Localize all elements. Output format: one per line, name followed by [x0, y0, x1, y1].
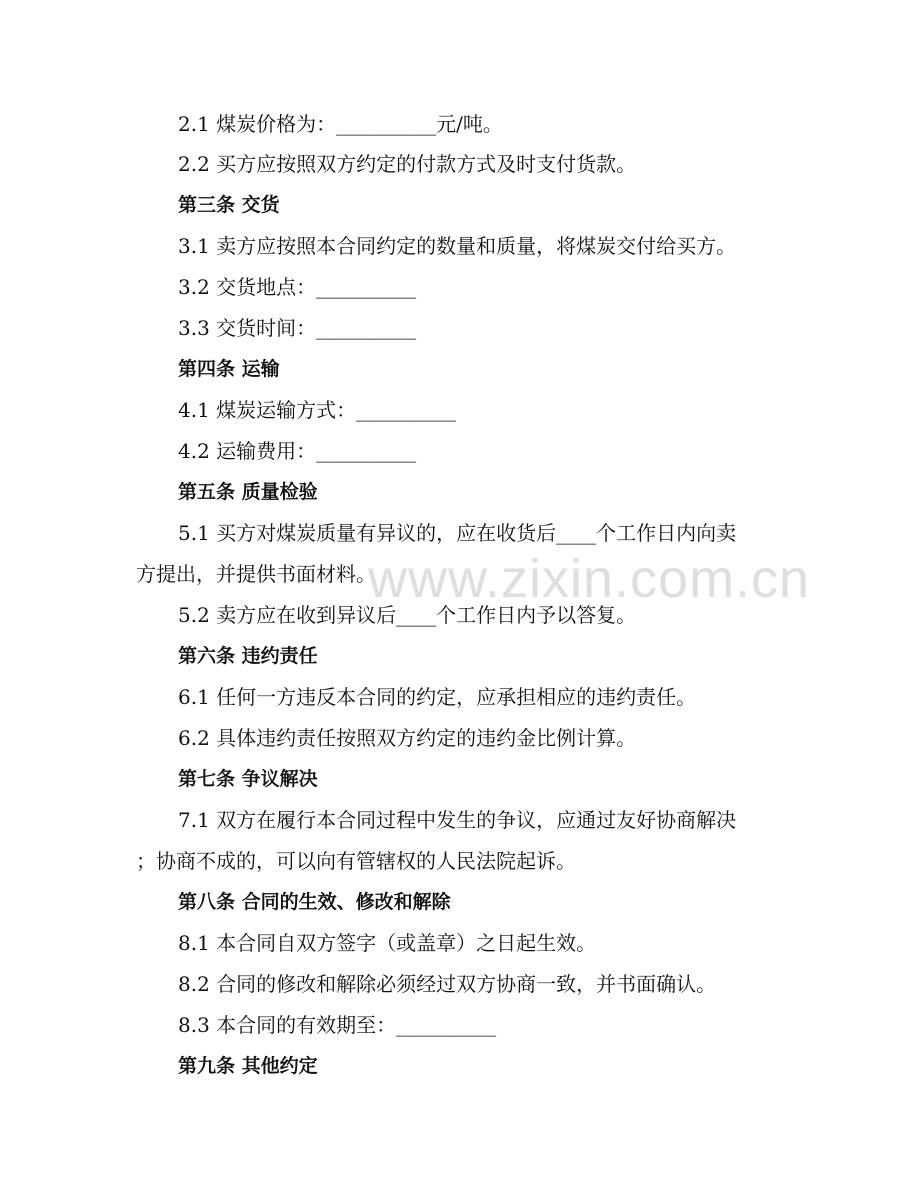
clause-6-1: 6.1 任何一方违反本合同的约定，应承担相应的违约责任。 [178, 685, 697, 709]
clause-2-2: 2.2 买方应按照双方约定的付款方式及时支付货款。 [178, 152, 637, 176]
clause-8-3: 8.3 本合同的有效期至：__________ [178, 1013, 497, 1037]
article-9-heading: 第九条 其他约定 [178, 1055, 318, 1077]
article-3-heading: 第三条 交货 [178, 194, 280, 216]
clause-8-2: 8.2 合同的修改和解除必须经过双方协商一致，并书面确认。 [178, 972, 717, 996]
article-5-heading: 第五条 质量检验 [178, 481, 318, 503]
clause-7-1-line1: 7.1 双方在履行本合同过程中发生的争议，应通过友好协商解决 [178, 808, 737, 832]
clause-3-1: 3.1 卖方应按照本合同约定的数量和质量，将煤炭交付给买方。 [178, 234, 737, 258]
clause-6-2: 6.2 具体违约责任按照双方约定的违约金比例计算。 [178, 726, 637, 750]
clause-5-1-line1: 5.1 买方对煤炭质量有异议的，应在收货后____个工作日内向卖 [178, 521, 737, 545]
article-7-heading: 第七条 争议解决 [178, 768, 318, 790]
clause-2-1: 2.1 煤炭价格为：__________元/吨。 [178, 112, 503, 136]
clause-4-1: 4.1 煤炭运输方式：__________ [178, 398, 457, 422]
clause-4-2: 4.2 运输费用：__________ [178, 439, 417, 463]
clause-8-1: 8.1 本合同自双方签字（或盖章）之日起生效。 [178, 931, 597, 955]
clause-3-2: 3.2 交货地点：__________ [178, 275, 417, 299]
watermark: www.zixin.com.cn [368, 549, 811, 609]
clause-3-3: 3.3 交货时间：__________ [178, 316, 417, 340]
clause-7-1-line2: ；协商不成的，可以向有管辖权的人民法院起诉。 [136, 849, 576, 873]
article-4-heading: 第四条 运输 [178, 358, 280, 380]
clause-5-1-line2: 方提出，并提供书面材料。 [136, 562, 376, 586]
article-8-heading: 第八条 合同的生效、修改和解除 [178, 891, 451, 913]
clause-5-2: 5.2 卖方应在收到异议后____个工作日内予以答复。 [178, 603, 637, 627]
article-6-heading: 第六条 违约责任 [178, 645, 318, 667]
